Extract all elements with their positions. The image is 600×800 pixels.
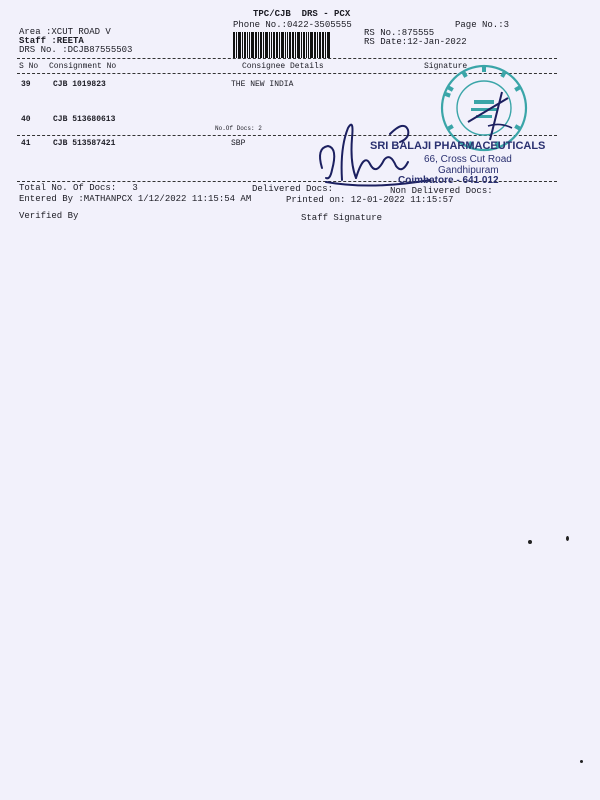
staff-signature-label: Staff Signature [301, 213, 383, 223]
report-title: TPC/CJB DRS - PCX [253, 9, 351, 19]
row-sno: 41 [21, 139, 31, 148]
stamp-address-line: Gandhipuram [438, 165, 499, 176]
scan-speck [580, 760, 583, 763]
col-header-signature: Signature [424, 62, 468, 71]
row-doc-count: No.Of Docs: 2 [215, 125, 262, 132]
col-header-sno: S No [19, 62, 39, 71]
rs-date: RS Date:12-Jan-2022 [364, 37, 467, 47]
row-consignee: THE NEW INDIA [231, 80, 294, 89]
drs-number: DRS No. :DCJB87555503 [19, 45, 133, 55]
row-consignee: SBP [231, 139, 246, 148]
stamp-address-line: 66, Cross Cut Road [424, 154, 512, 165]
area-label: Area :XCUT ROAD V [19, 27, 111, 37]
total-docs: Total No. Of Docs: 3 [19, 183, 138, 193]
rs-number: RS No.:875555 [364, 28, 435, 38]
row-consignment: CJB 513680613 [53, 115, 116, 124]
drs-barcode [233, 32, 358, 58]
printed-on: Printed on: 12-01-2022 11:15:57 [286, 195, 454, 205]
phone-number: Phone No.:0422-3505555 [233, 20, 352, 30]
row-sno: 39 [21, 80, 31, 89]
row-consignment: CJB 513587421 [53, 139, 116, 148]
row-consignment: CJB 1019823 [53, 80, 106, 89]
entered-by: Entered By :MATHANPCX 1/12/2022 11:15:54 AM [19, 194, 252, 204]
divider [17, 58, 557, 59]
page-number: Page No.:3 [455, 20, 510, 30]
delivered-docs: Delivered Docs: [252, 184, 334, 194]
col-header-consignment: Consignment No [49, 62, 117, 71]
staff-label: Staff :REETA [19, 36, 84, 46]
row-sno: 40 [21, 115, 31, 124]
stamp-company-name: SRI BALAJI PHARMACEUTICALS [370, 140, 546, 152]
non-delivered-docs: Non Delivered Docs: [390, 186, 493, 196]
scan-speck [528, 540, 532, 544]
col-header-consignee: Consignee Details [242, 62, 324, 71]
stamp-city: Coimbatore - 641 012 [398, 175, 499, 186]
verified-by: Verified By [19, 211, 79, 221]
scan-speck [566, 536, 569, 541]
